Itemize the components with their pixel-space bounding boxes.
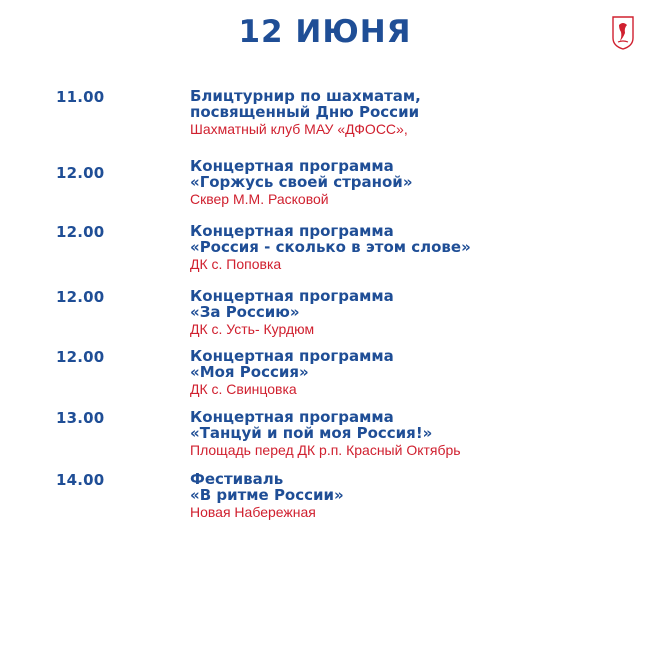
event-info [190, 288, 630, 338]
event-title-line: «За Россию» [190, 303, 300, 321]
page-title: 12 ИЮНЯ [238, 14, 412, 50]
event-time: 12.00 [56, 164, 105, 182]
event-title-line: «Горжусь своей страной» [190, 173, 413, 191]
event-title [190, 471, 630, 503]
event-title-line: «Моя Россия» [190, 363, 309, 381]
event-info [190, 348, 630, 398]
event-place: ДК с. Усть- Курдюм [190, 321, 315, 337]
event-title-line: Концертная программа [190, 222, 394, 240]
event-place: ДК с. Поповка [190, 256, 282, 272]
event-title [190, 88, 630, 120]
coat-of-arms-icon [612, 16, 634, 50]
event-info [190, 409, 630, 459]
event-title [190, 348, 630, 380]
event-place: Шахматный клуб МАУ «ДФОСС», [190, 121, 408, 137]
event-title-line: Блицтурнир по шахматам, [190, 87, 421, 105]
event-title [190, 288, 630, 320]
event-title-line: «Россия - сколько в этом слове» [190, 238, 471, 256]
event-title [190, 223, 630, 255]
event-info [190, 88, 630, 138]
event-title [190, 409, 630, 441]
event-time: 12.00 [56, 348, 105, 366]
event-title-line: Концертная программа [190, 157, 394, 175]
event-info [190, 223, 630, 273]
event-time: 11.00 [56, 88, 105, 106]
event-time: 12.00 [56, 288, 105, 306]
event-info [190, 471, 630, 521]
event-title-line: посвященный Дню России [190, 103, 420, 121]
event-place: Площадь перед ДК р.п. Красный Октябрь [190, 442, 461, 458]
event-title [190, 158, 630, 190]
event-place: Сквер М.М. Расковой [190, 191, 329, 207]
event-title-line: «Танцуй и пой моя Россия!» [190, 424, 433, 442]
event-place: ДК с. Свинцовка [190, 381, 297, 397]
event-title-line: «В ритме России» [190, 486, 344, 504]
event-title-line: Концертная программа [190, 408, 394, 426]
event-title-line: Концертная программа [190, 287, 394, 305]
event-title-line: Фестиваль [190, 470, 284, 488]
event-time: 12.00 [56, 223, 105, 241]
event-place: Новая Набережная [190, 504, 316, 520]
event-time: 13.00 [56, 409, 105, 427]
event-title-line: Концертная программа [190, 347, 394, 365]
event-time: 14.00 [56, 471, 105, 489]
event-info [190, 158, 630, 208]
